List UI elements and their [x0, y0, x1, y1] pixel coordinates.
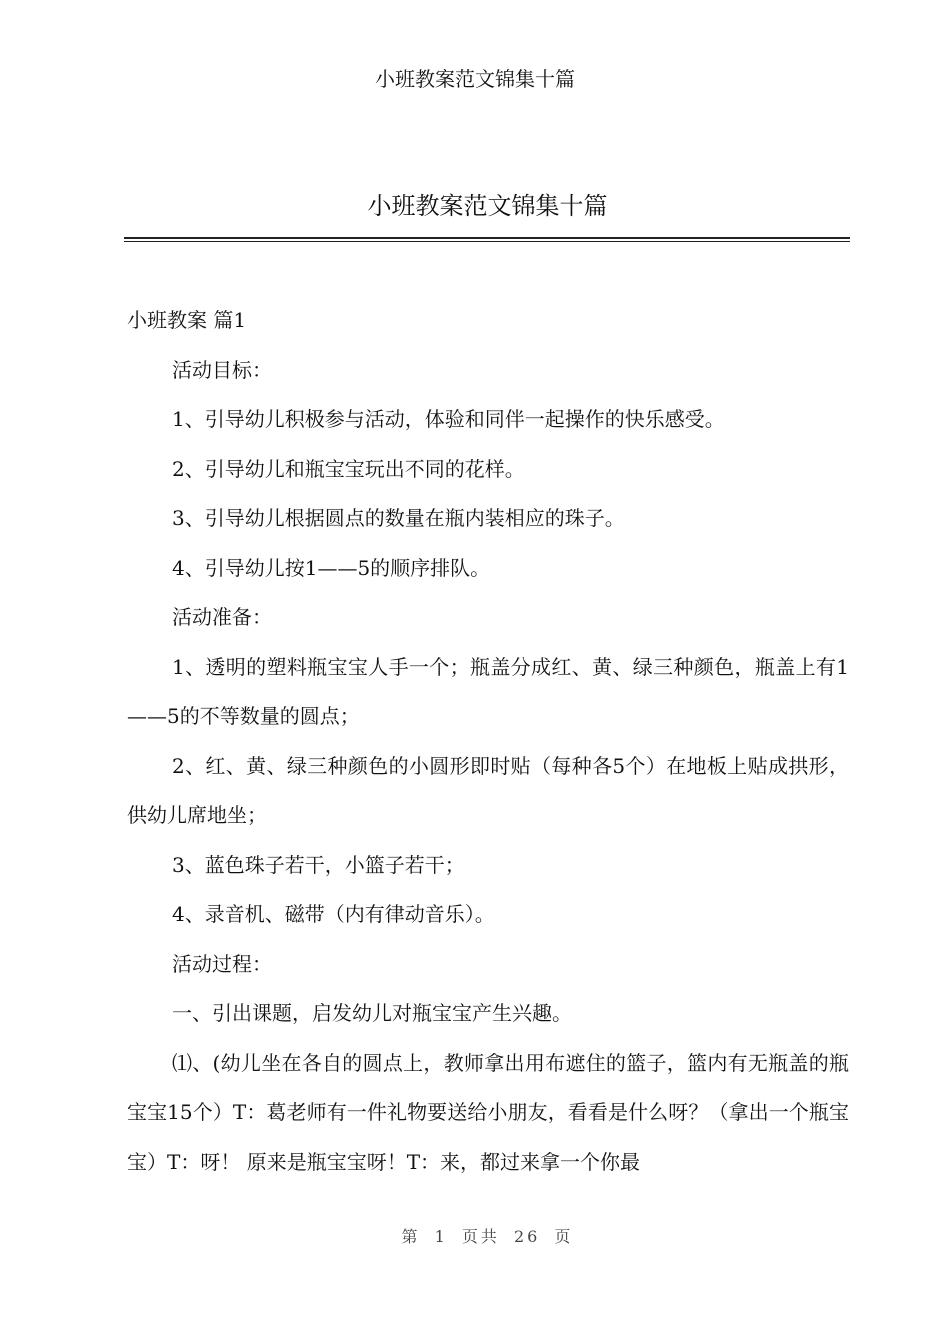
document-body [127, 296, 849, 1187]
paragraph-prep-3: 3、蓝色珠子若干，小篮子若干； [172, 852, 465, 877]
paragraph-prep-1: 1、透明的塑料瓶宝宝人手一个；瓶盖分成红、黄、绿三种颜色，瓶盖上有1——5的不等数量的圆点； [127, 654, 849, 728]
paragraph-process-detail-1: ⑴、(幼儿坐在各自的圆点上，教师拿出用布遮住的篮子，篮内有无瓶盖的瓶宝宝15个）T：葛老师有一件礼物要送给小朋友，看看是什么呀？（拿出一个瓶宝宝）T：呀！ 原来是瓶宝宝呀！T：来，都过来拿一个你最 [127, 1050, 849, 1174]
paragraph-goal-3: 3、引导幼儿根据圆点的数量在瓶内装相应的珠子。 [172, 506, 625, 530]
document-title: 小班教案范文锦集十篇 [367, 192, 608, 220]
paragraph-prep-4: 4、录音机、磁带（内有律动音乐）。 [172, 902, 495, 926]
paragraph-prep-heading: 活动准备： [172, 605, 272, 629]
page-number-footer: 第 1 页共 26 页 [401, 1227, 574, 1246]
paragraph-goal-2: 2、引导幼儿和瓶宝宝玩出不同的花样。 [172, 456, 525, 481]
paragraph-goal-1: 1、引导幼儿积极参与活动，体验和同伴一起操作的快乐感受。 [172, 407, 725, 431]
title-divider [124, 237, 850, 242]
paragraph-prep-2: 2、红、黄、绿三种颜色的小圆形即时贴（每种各5个）在地板上贴成拱形，供幼儿席地坐； [127, 753, 849, 827]
paragraph-goals-heading: 活动目标： [172, 357, 272, 382]
paragraph-process-heading: 活动过程： [172, 951, 272, 976]
paragraph-goal-4: 4、引导幼儿按1——5的顺序排队。 [172, 555, 491, 580]
running-header: 小班教案范文锦集十篇 [375, 67, 575, 91]
section-heading: 小班教案 篇1 [127, 308, 247, 332]
paragraph-process-step-1: 一、引出课题，启发幼儿对瓶宝宝产生兴趣。 [172, 1001, 572, 1025]
